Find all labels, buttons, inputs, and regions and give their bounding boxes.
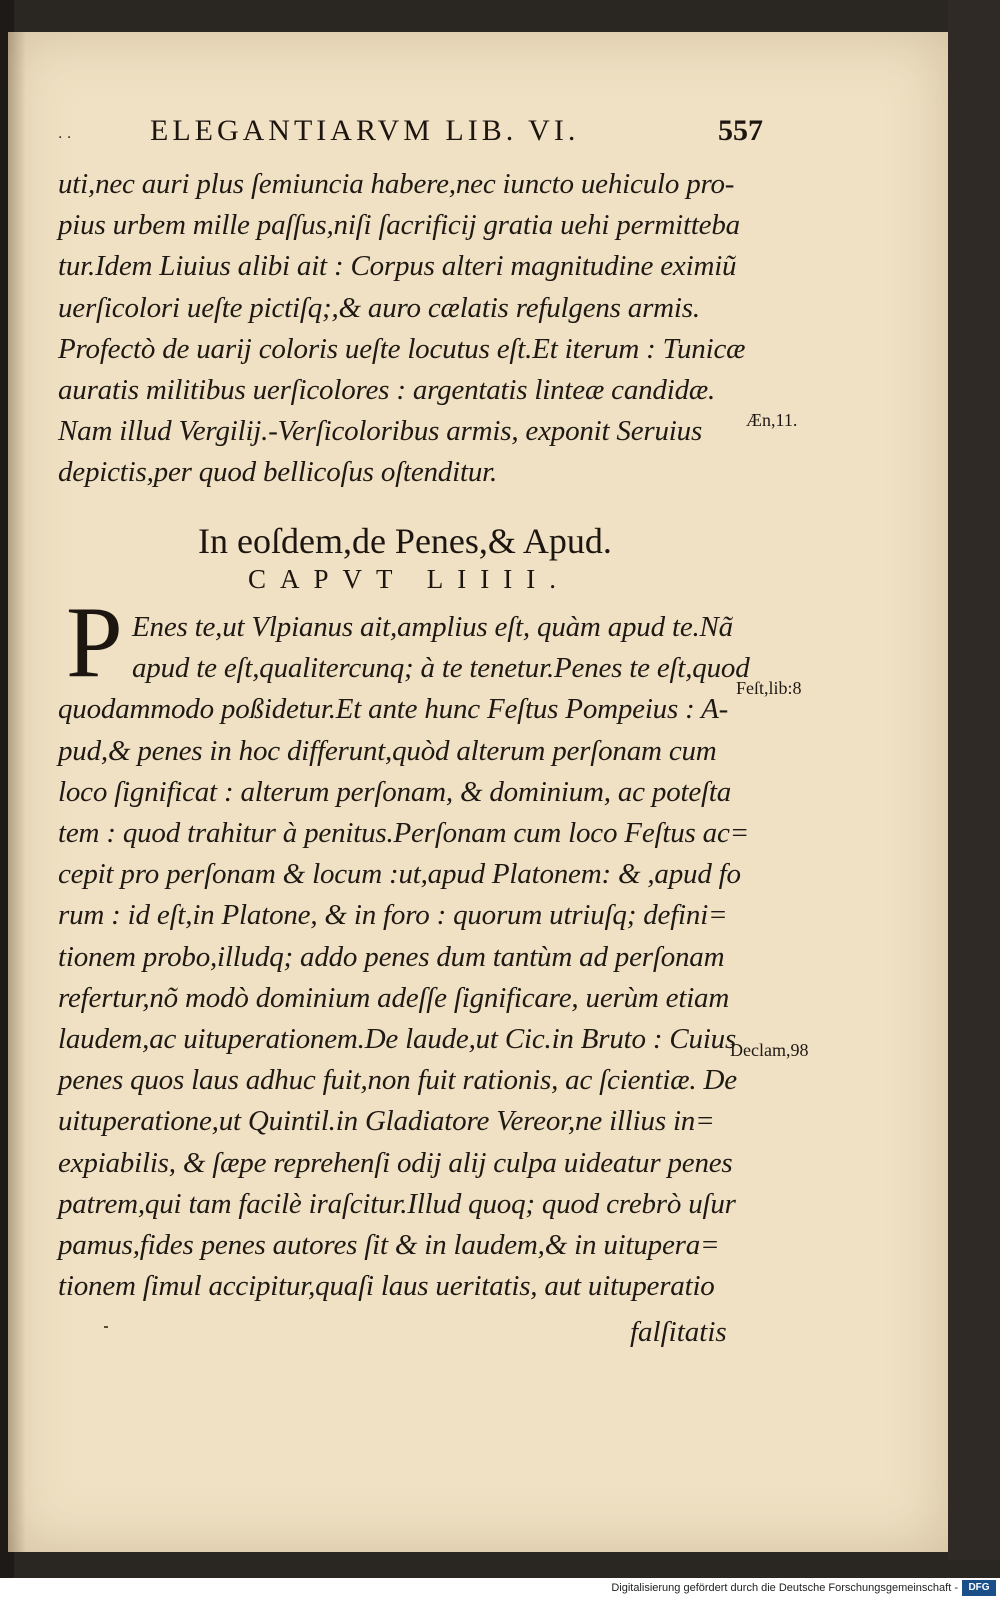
section-heading: In eoſdem,de Penes,& Apud.: [198, 521, 612, 561]
text-line: tionem ſimul accipitur,quaſi laus ueritatis, aut uituperatio: [58, 1270, 715, 1303]
text-line: Nam illud Vergilij.-Verſicoloribus armis, exponit Seruius: [58, 415, 703, 448]
chapter-heading: CAPVT LIIII.: [248, 564, 570, 594]
running-head-title: ELEGANTIARVM LIB. VI.: [150, 114, 580, 147]
text-line: Enes te,ut Vlpianus ait,amplius eſt, quàm apud te.Nã: [132, 611, 733, 643]
dfg-logo: DFG: [962, 1580, 996, 1596]
scan-right-edge: [948, 0, 1000, 1560]
text-line: patrem,qui tam facilè iraſcitur.Illud quoq; quod crebrò uſur: [58, 1187, 736, 1220]
text-line: tionem probo,illudq; addo penes dum tantùm ad perſonam: [58, 940, 725, 973]
text-line: tur.Idem Liuius alibi ait : Corpus alteri magnitudine eximiũ: [58, 250, 737, 283]
text-line: refertur,nõ modò dominium adeſſe ſignificare, uerùm etiam: [58, 981, 730, 1014]
body-text-part2: [58, 607, 758, 1307]
text-line: uituperatione,ut Quintil.in Gladiatore Vereor,ne illius in=: [58, 1105, 715, 1138]
margin-note: Feſt,lib:8: [736, 678, 802, 698]
text-line: pamus,fides penes autores ſit & in laudem,& in uitupera=: [58, 1229, 720, 1262]
book-page: [8, 32, 948, 1552]
margin-note: Declam,98: [730, 1040, 809, 1060]
margin-note: Æn,11.: [746, 410, 798, 430]
text-line: tem : quod trahitur à penitus.Perſonam cum loco Feſtus ac=: [58, 817, 749, 850]
text-line: depictis,per quod bellicoſus oſtenditur.: [58, 456, 498, 489]
text-line: quodammodo poßidetur.Et ante hunc Feſtus Pompeius : A-: [58, 693, 729, 726]
text-line: cepit pro perſonam & locum :ut,apud Platonem: & ,apud fo: [58, 858, 741, 891]
footer-credit: Digitalisierung gefördert durch die Deutsche Forschungsgemeinschaft -: [611, 1582, 958, 1594]
page-gutter-shadow: [8, 32, 26, 1552]
text-line: apud te eſt,qualitercunq; à te tenetur.Penes te eſt,quod: [132, 652, 750, 685]
text-line: uti,nec auri plus ſemiuncia habere,nec iuncto uehiculo pro-: [58, 168, 735, 200]
body-text-part1: [58, 164, 758, 494]
text-line: rum : id eſt,in Platone, & in foro : quorum utriuſq; defini=: [58, 899, 728, 932]
text-line: pud,& penes in hoc differunt,quòd alterum perſonam cum: [58, 734, 717, 767]
ink-mark: [104, 1326, 108, 1328]
text-line: penes quos laus adhuc fuit,non fuit rationis, ac ſcientiæ. De: [58, 1064, 737, 1097]
running-head-mark: . .: [58, 126, 72, 142]
text-line: auratis militibus uerſicolores : argentatis linteæ candidæ.: [58, 374, 716, 407]
text-line: pius urbem mille paſſus,niſi ſacrificij gratia uehi permitteba: [58, 209, 740, 242]
running-head: [38, 114, 768, 154]
drop-cap-initial: P: [66, 586, 123, 699]
page-number: 557: [718, 114, 763, 147]
text-line: laudem,ac uituperationem.De laude,ut Cic.in Bruto : Cuius: [58, 1023, 737, 1056]
text-line: loco ſignificat : alterum perſonam, & dominium, ac poteſta: [58, 775, 732, 808]
text-line: expiabilis, & ſæpe reprehenſi odij alij culpa uideatur penes: [58, 1146, 733, 1179]
text-line: Profectò de uarij coloris ueſte locutus eſt.Et iterum : Tunicæ: [58, 332, 746, 365]
text-line: uerſicolori ueſte pictiſq;,& auro cælatis refulgens armis.: [58, 291, 700, 324]
catchword: falſitatis: [630, 1316, 727, 1348]
